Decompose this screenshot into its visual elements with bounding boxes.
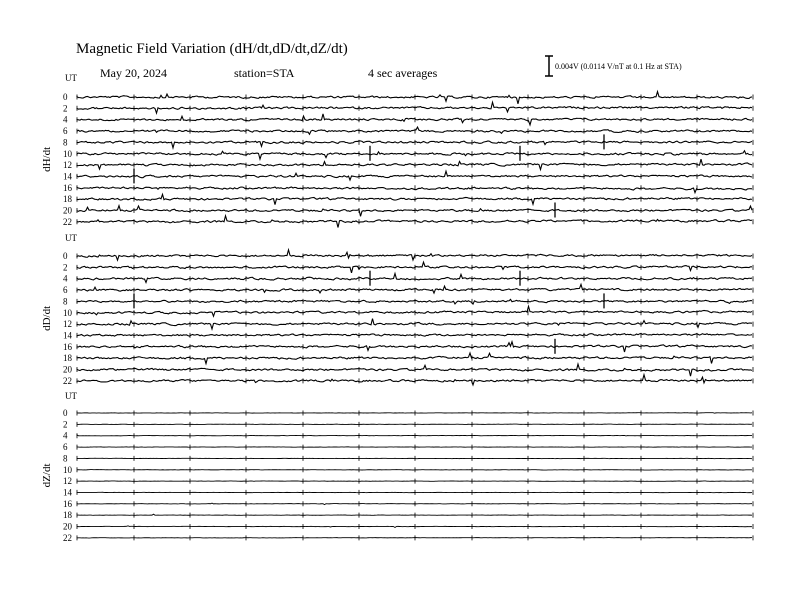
hour-label: 22 [63, 375, 72, 386]
hour-label: 8 [63, 137, 68, 148]
trace-dD-dt-hour-2 [77, 262, 752, 273]
hour-label: 22 [63, 532, 72, 543]
hour-label: 22 [63, 216, 72, 227]
trace-dH-dt-hour-8 [77, 141, 752, 148]
trace-dD-dt-hour-18 [77, 353, 752, 364]
hour-label: 16 [63, 341, 72, 352]
station-label: station=STA [234, 66, 295, 80]
ut-label: UT [65, 391, 77, 401]
hour-label: 2 [63, 103, 68, 114]
panel-ylabel: dH/dt [41, 146, 53, 172]
hour-label: 10 [63, 307, 72, 318]
hour-label: 18 [63, 510, 72, 521]
trace-dH-dt-hour-12 [77, 159, 752, 169]
trace-dH-dt-hour-10 [77, 151, 752, 159]
scale-bar-label: 0.004V (0.0114 V/nT at 0.1 Hz at STA) [555, 62, 682, 71]
panel-dD-dt [41, 233, 753, 386]
trace-dD-dt-hour-8 [77, 299, 752, 304]
hour-label: 8 [63, 453, 68, 464]
averaging-label: 4 sec averages [368, 66, 438, 80]
trace-dH-dt-hour-20 [77, 206, 752, 217]
date-label: May 20, 2024 [100, 66, 167, 80]
hour-label: 20 [63, 205, 72, 216]
hour-label: 18 [63, 353, 72, 364]
trace-dH-dt-hour-14 [77, 171, 752, 180]
hour-label: 18 [63, 194, 72, 205]
hour-label: 20 [63, 521, 72, 532]
ut-label: UT [65, 233, 77, 243]
hour-label: 0 [63, 251, 68, 261]
trace-dH-dt-hour-18 [77, 194, 752, 204]
panel-ylabel: dD/dt [41, 305, 53, 331]
trace-dD-dt-hour-20 [77, 364, 752, 376]
hour-label: 2 [63, 419, 68, 430]
trace-dH-dt-hour-2 [77, 102, 752, 113]
scale-bar [545, 56, 553, 76]
hour-label: 10 [63, 148, 72, 159]
panels-group [41, 73, 753, 543]
panel-ylabel: dZ/dt [41, 463, 53, 488]
trace-dD-dt-hour-10 [77, 306, 752, 316]
trace-dZ-dt-hour-4 [77, 435, 752, 436]
trace-dD-dt-hour-4 [77, 273, 752, 282]
panel-dH-dt [41, 73, 753, 228]
trace-dD-dt-hour-22 [77, 375, 752, 385]
trace-dD-dt-hour-12 [77, 319, 752, 329]
hour-label: 12 [63, 160, 72, 171]
hour-label: 16 [63, 498, 72, 509]
trace-dH-dt-hour-6 [77, 127, 752, 134]
panel-dZ-dt [41, 391, 753, 543]
hour-label: 2 [63, 262, 68, 273]
hour-label: 8 [63, 296, 68, 307]
hour-label: 14 [63, 330, 72, 341]
trace-dD-dt-hour-14 [77, 334, 752, 337]
hour-label: 16 [63, 182, 72, 193]
hour-label: 4 [63, 114, 68, 125]
trace-dZ-dt-hour-20 [77, 526, 752, 528]
trace-dH-dt-hour-4 [77, 114, 752, 125]
hour-label: 6 [63, 442, 68, 453]
trace-dD-dt-hour-16 [77, 342, 752, 352]
hour-label: 14 [63, 487, 72, 498]
hour-label: 0 [63, 408, 68, 418]
trace-dD-dt-hour-0 [77, 250, 752, 260]
hour-label: 4 [63, 430, 68, 441]
trace-dH-dt-hour-0 [77, 92, 752, 104]
hour-label: 4 [63, 273, 68, 284]
hour-label: 6 [63, 285, 68, 296]
hour-label: 12 [63, 476, 72, 487]
hour-label: 10 [63, 464, 72, 475]
trace-dH-dt-hour-22 [77, 216, 752, 228]
trace-dD-dt-hour-6 [77, 284, 752, 293]
trace-dZ-dt-hour-18 [77, 514, 752, 515]
trace-dH-dt-hour-16 [77, 187, 752, 193]
hour-label: 14 [63, 171, 72, 182]
hour-label: 0 [63, 92, 68, 102]
hour-label: 12 [63, 319, 72, 330]
trace-dZ-dt-hour-10 [77, 470, 752, 471]
chart-title: Magnetic Field Variation (dH/dt,dD/dt,dZ/dt) [76, 41, 348, 57]
hour-label: 6 [63, 126, 68, 137]
ut-label: UT [65, 73, 77, 83]
hour-label: 20 [63, 364, 72, 375]
trace-dZ-dt-hour-16 [77, 503, 752, 505]
